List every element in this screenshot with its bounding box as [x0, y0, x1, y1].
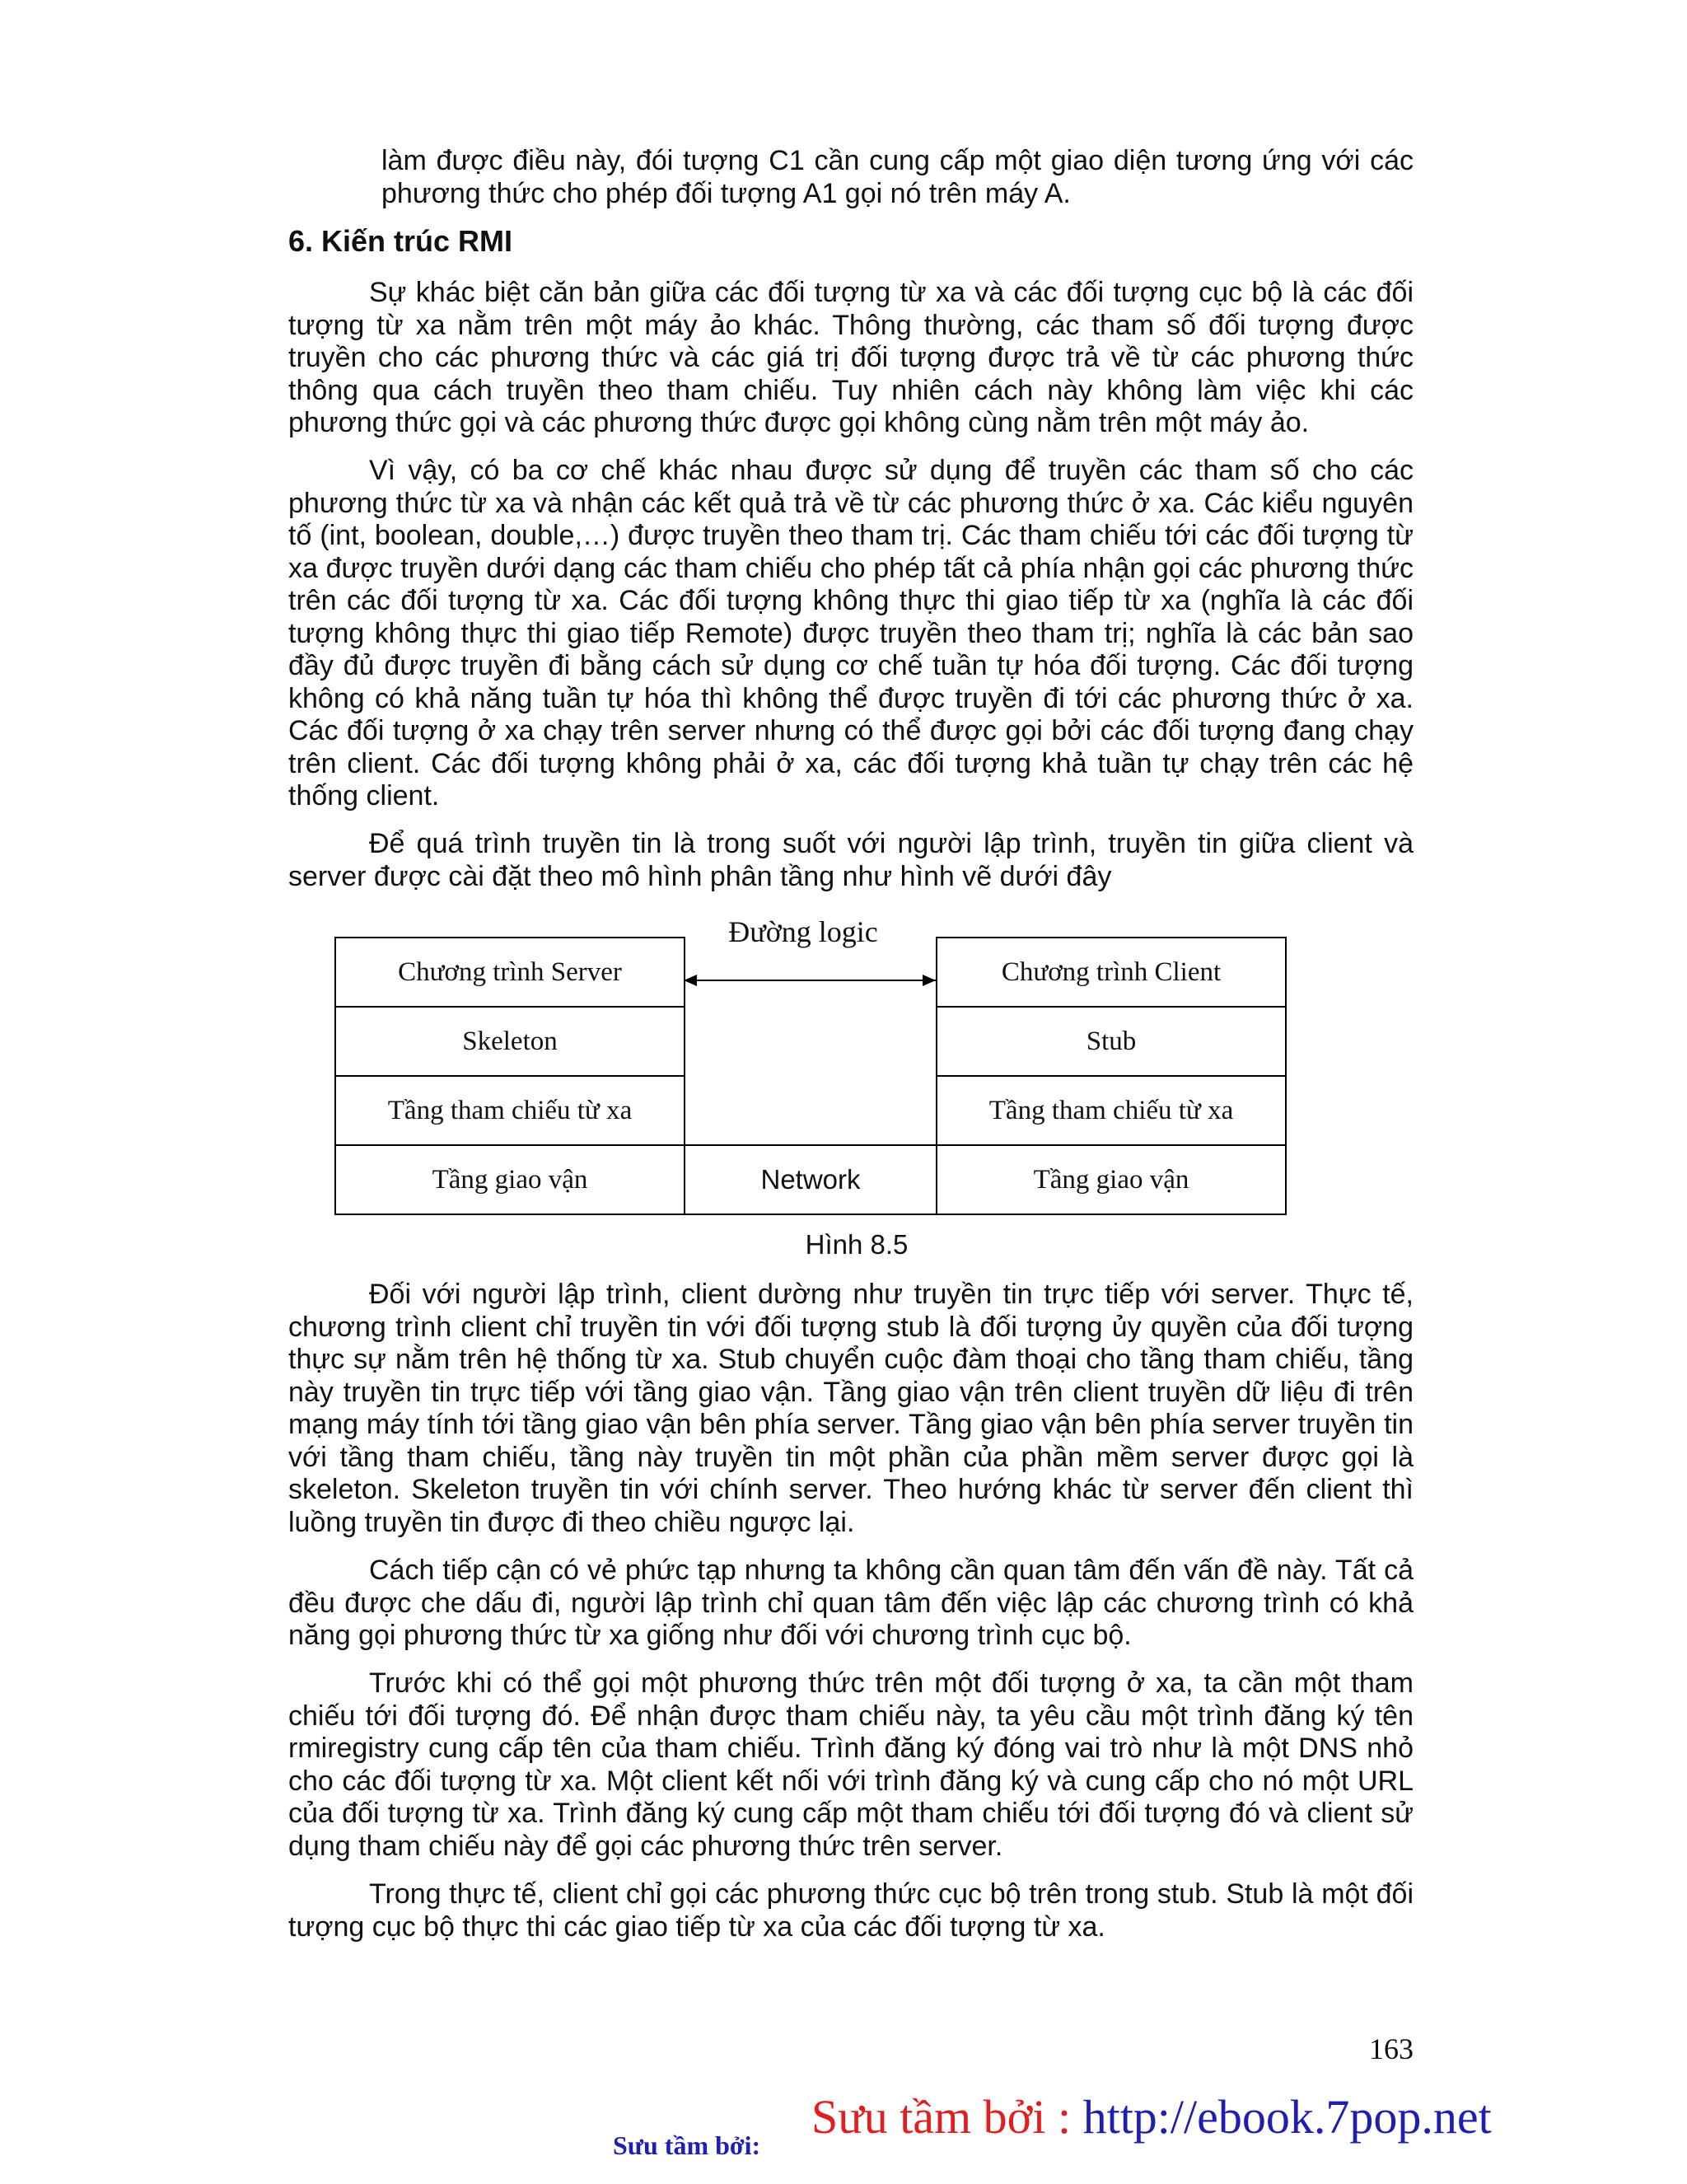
intro-paragraph: làm được điều này, đói tượng C1 cần cung cấp một giao diện tương ứng với các phương thức cho phép đối tượng A1 gọi nó trên máy A. — [381, 145, 1414, 209]
network-cell: Network — [684, 1144, 937, 1215]
server-program-cell: Chương trình Server — [334, 937, 685, 1008]
stub-cell: Stub — [936, 1006, 1287, 1077]
footer-source-link[interactable] — [811, 2089, 1492, 2144]
page-number: 163 — [1369, 2032, 1414, 2065]
logic-path-label: Đường logic — [728, 915, 878, 948]
section-heading: 6. Kiến trúc RMI — [288, 224, 513, 258]
server-transport-layer-cell: Tầng giao vận — [334, 1144, 685, 1215]
client-program-cell: Chương trình Client — [936, 937, 1287, 1008]
client-remote-reference-layer-cell: Tầng tham chiếu từ xa — [936, 1075, 1287, 1146]
server-remote-reference-layer-cell: Tầng tham chiếu từ xa — [334, 1075, 685, 1146]
footer-prefix: Sưu tầm bởi : — [811, 2090, 1083, 2144]
figure-caption: Hình 8.5 — [805, 1229, 909, 1260]
paragraph-5: Cách tiếp cận có vẻ phức tạp nhưng ta không cần quan tâm đến vấn đề này. Tất cả đều được che dấu đi, người lập trình chỉ quan tâm đến việc lập các chương trình có khả năng gọi phương thức từ xa giống như đối với chương trình cục bộ. — [288, 1555, 1414, 1651]
paragraph-7: Trong thực tế, client chỉ gọi các phương thức cục bộ trên trong stub. Stub là một đối tượng cục bộ thực thi các giao tiếp từ xa của các đối tượng từ xa. — [288, 1878, 1414, 1943]
client-transport-layer-cell: Tầng giao vận — [936, 1144, 1287, 1215]
footer-url[interactable]: http://ebook.7pop.net — [1082, 2090, 1492, 2144]
paragraph-3: Để quá trình truyền tin là trong suốt với người lập trình, truyền tin giữa client và server được cài đặt theo mô hình phân tầng như hình vẽ dưới đây — [288, 828, 1414, 892]
paragraph-6: Trước khi có thể gọi một phương thức trên một đối tượng ở xa, ta cần một tham chiếu tới đối tượng đó. Để nhận được tham chiếu này, ta yêu cầu một trình đăng ký tên rmiregistry cung cấp tên của tham chiếu. Trình đăng ký đóng vai trò như là một DNS nhỏ cho các đối tượng từ xa. Một client kết nối với trình đăng ký và cung cấp cho nó một URL của đối tượng từ xa. Trình đăng ký cung cấp một tham chiếu tới đối tượng đó và client sử dụng tham chiếu này để gọi các phương thức trên server. — [288, 1667, 1414, 1862]
paragraph-1: Sự khác biệt căn bản giữa các đối tượng từ xa và các đối tượng cục bộ là các đối tượng từ xa nằm trên một máy ảo khác. Thông thường, các tham số đối tượng được truyền cho các phương thức và các giá trị đối tượng được trả về từ các phương thức thông qua cách truyền theo tham chiếu. Tuy nhiên cách này không làm việc khi các phương thức gọi và các phương thức được gọi không cùng nằm trên một máy ảo. — [288, 277, 1414, 438]
skeleton-cell: Skeleton — [334, 1006, 685, 1077]
footer-label: Sưu tầm bởi: — [613, 2130, 761, 2160]
paragraph-4: Đối với người lập trình, client dường như truyền tin trực tiếp với server. Thực tế, chương trình client chỉ truyền tin với đối tượng stub là đối tượng ủy quyền của đối tượng thực sự nằm trên hệ thống từ xa. Stub chuyển cuộc đàm thoại cho tầng tham chiếu, tầng này truyền tin trực tiếp với tầng giao vận. Tầng giao vận trên client truyền dữ liệu đi trên mạng máy tính tới tầng giao vận bên phía server. Tầng giao vận bên phía server truyền tin với tầng tham chiếu, tầng này truyền tin một phần của phần mềm server được gọi là skeleton. Skeleton truyền tin với chính server. Theo hướng khác từ server đến client thì luồng truyền tin được đi theo chiều ngược lại. — [288, 1279, 1414, 1538]
paragraph-2: Vì vậy, có ba cơ chế khác nhau được sử dụng để truyền các tham số cho các phương thức từ xa và nhận các kết quả trả về từ các phương thức ở xa. Các kiểu nguyên tố (int, boolean, double,…) được truyền theo tham trị. Các tham chiếu tới các đối tượng từ xa được truyền dưới dạng các tham chiếu cho phép tất cả phía nhận gọi các phương thức trên các đối tượng từ xa. Các đối tượng không thực thi giao tiếp từ xa (nghĩa là các đối tượng không thực thi giao tiếp Remote) được truyền theo tham trị; nghĩa là các bản sao đầy đủ được truyền đi bằng cách sử dụng cơ chế tuần tự hóa đối tượng. Các đối tượng không có khả năng tuần tự hóa thì không thể được truyền đi tới các phương thức ở xa. Các đối tượng ở xa chạy trên server nhưng có thể được gọi bởi các đối tượng đang chạy trên client. Các đối tượng không phải ở xa, các đối tượng khả tuần tự chạy trên các hệ thống client. — [288, 455, 1414, 811]
